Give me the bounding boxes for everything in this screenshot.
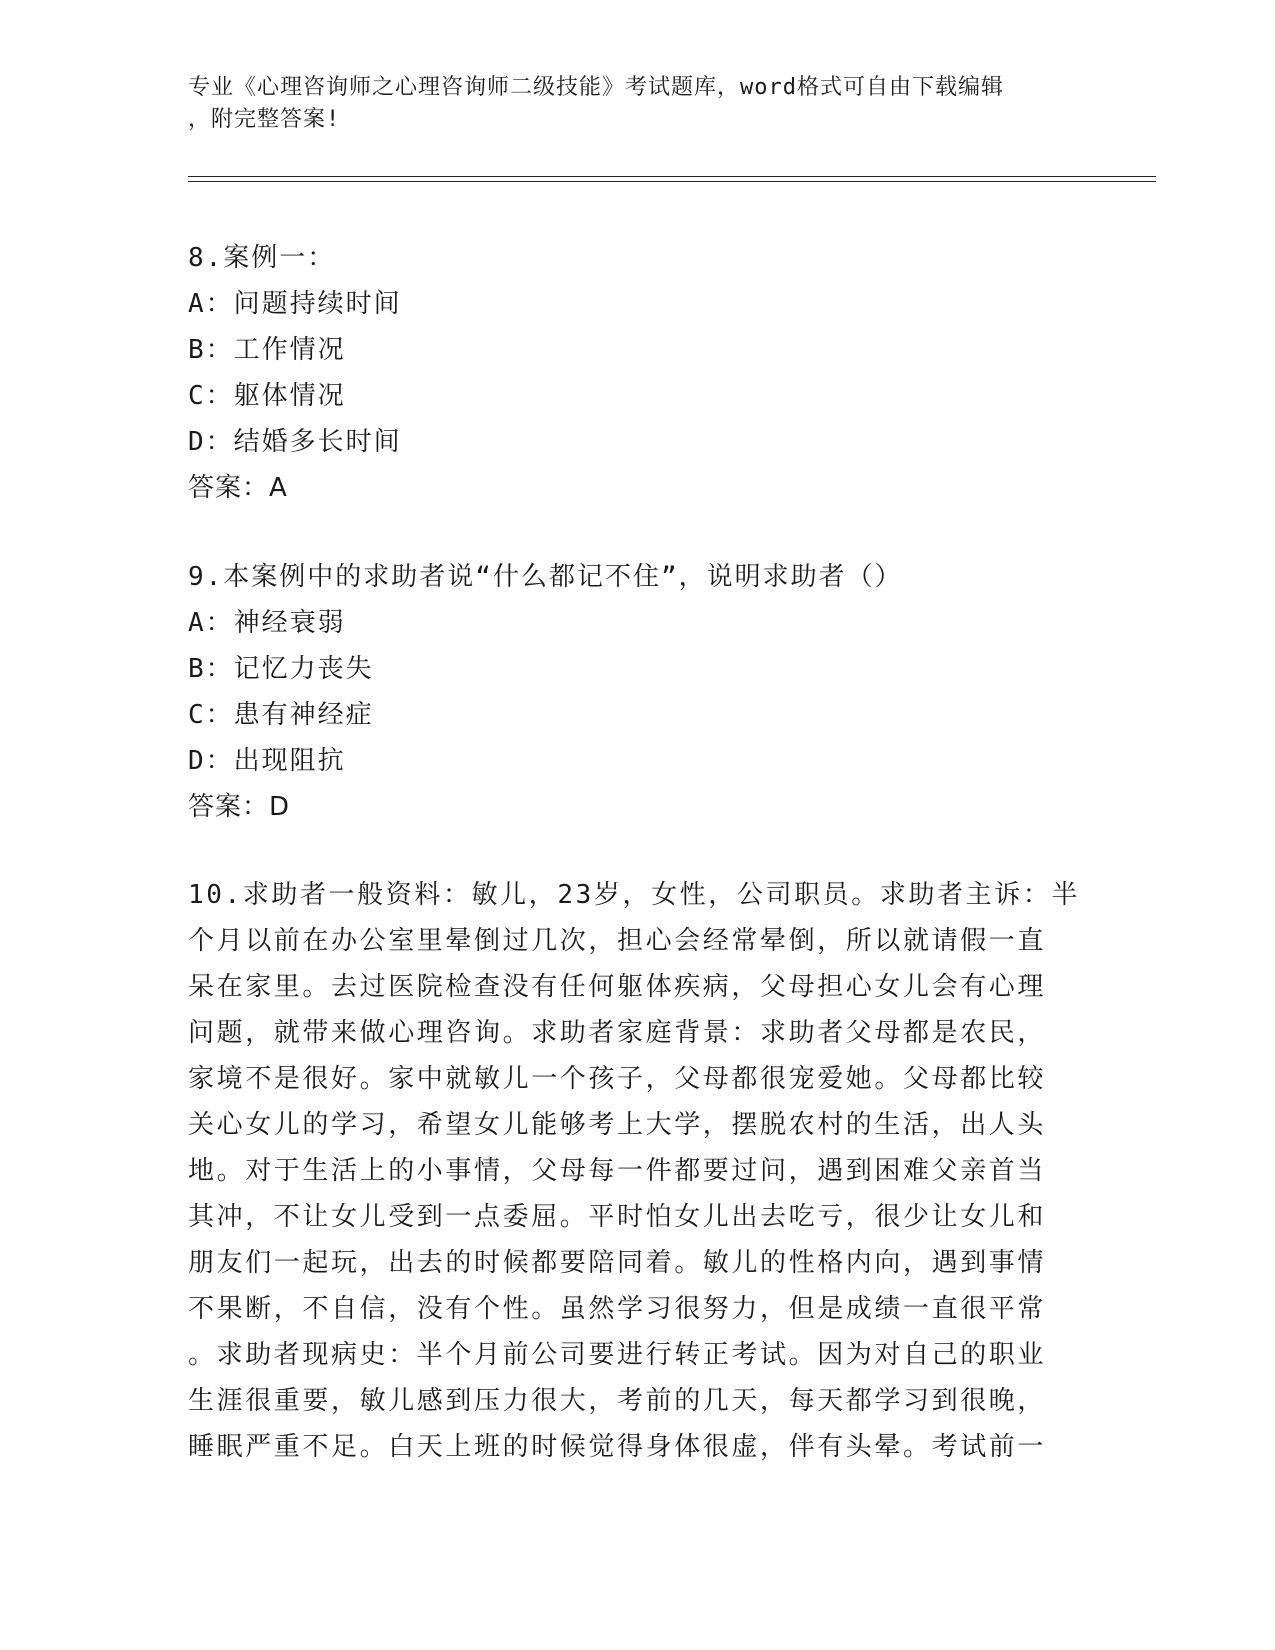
answer: 答案：A [188, 473, 288, 503]
question-stem: 8.案例一： [188, 243, 336, 273]
paragraph-line: 10.求助者一般资料：敏儿，23岁，女性，公司职员。求助者主诉：半 [188, 880, 1081, 910]
paragraph-line: 问题，就带来做心理咨询。求助者家庭背景：求助者父母都是农民， [188, 1018, 1047, 1048]
header-divider [188, 176, 1156, 182]
header-line-1: 专业《心理咨询师之心理咨询师二级技能》考试题库，word格式可自由下载编辑 [188, 75, 1004, 100]
paragraph-line: 。求助者现病史：半个月前公司要进行转正考试。因为对自己的职业 [188, 1340, 1047, 1370]
option-d: D：出现阻抗 [188, 746, 346, 776]
question-8 [188, 235, 1088, 511]
paragraph-line: 个月以前在办公室里晕倒过几次，担心会经常晕倒，所以就请假一直 [188, 926, 1047, 956]
paragraph-line: 朋友们一起玩，出去的时候都要陪同着。敏儿的性格内向，遇到事情 [188, 1248, 1047, 1278]
header-line-2: ，附完整答案! [188, 107, 341, 132]
paragraph-line: 家境不是很好。家中就敏儿一个孩子，父母都很宠爱她。父母都比较 [188, 1064, 1047, 1094]
document-header [188, 72, 1068, 136]
option-b: B：记忆力丧失 [188, 654, 374, 684]
paragraph-line: 其冲，不让女儿受到一点委屈。平时怕女儿出去吃亏，很少让女儿和 [188, 1202, 1047, 1232]
paragraph-line: 关心女儿的学习，希望女儿能够考上大学，摆脱农村的生活，出人头 [188, 1110, 1047, 1140]
option-a: A：问题持续时间 [188, 289, 402, 319]
question-10 [188, 872, 1088, 1470]
paragraph-line: 睡眠严重不足。白天上班的时候觉得身体很虚，伴有头晕。考试前一 [188, 1432, 1047, 1462]
question-9 [188, 554, 1088, 830]
answer: 答案：D [188, 792, 291, 822]
option-c: C：躯体情况 [188, 381, 346, 411]
option-a: A：神经衰弱 [188, 608, 346, 638]
question-stem: 9.本案例中的求助者说“什么都记不住”，说明求助者（） [188, 562, 903, 592]
option-b: B：工作情况 [188, 335, 346, 365]
option-d: D：结婚多长时间 [188, 427, 402, 457]
option-c: C：患有神经症 [188, 700, 374, 730]
paragraph-line: 生涯很重要，敏儿感到压力很大，考前的几天，每天都学习到很晚， [188, 1386, 1047, 1416]
paragraph-line: 地。对于生活上的小事情，父母每一件都要过问，遇到困难父亲首当 [188, 1156, 1047, 1186]
paragraph-line: 不果断，不自信，没有个性。虽然学习很努力，但是成绩一直很平常 [188, 1294, 1047, 1324]
paragraph-line: 呆在家里。去过医院检查没有任何躯体疾病，父母担心女儿会有心理 [188, 972, 1047, 1002]
